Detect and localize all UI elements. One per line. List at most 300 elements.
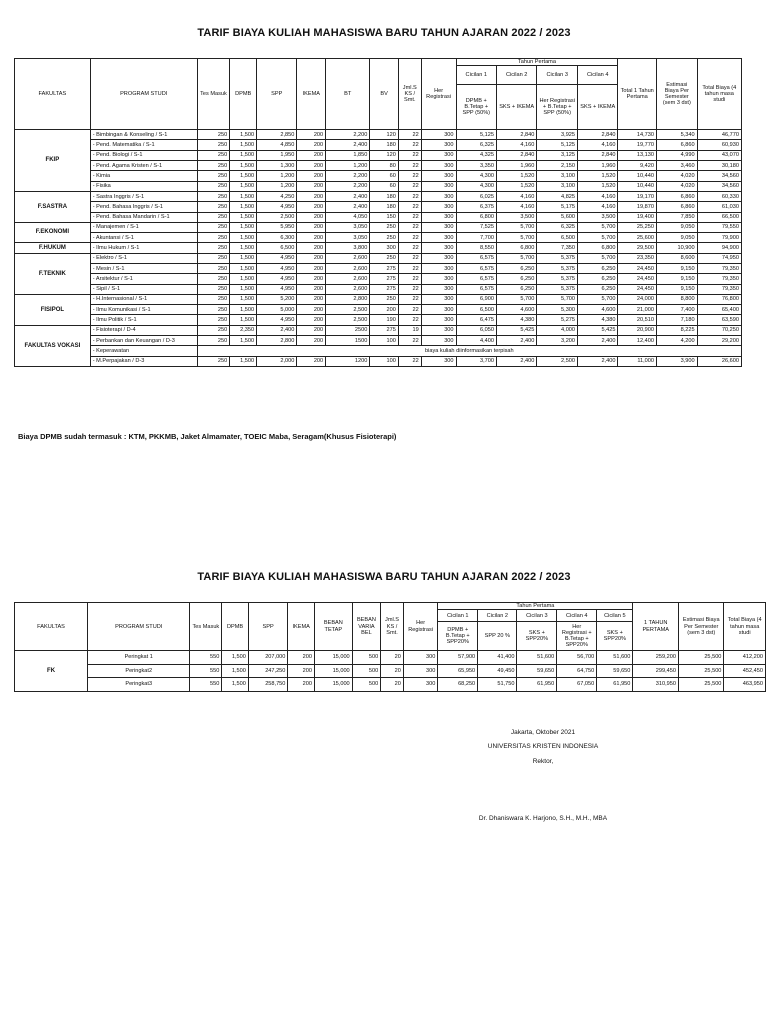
- table-row: [15, 305, 742, 315]
- col-estimasi: Estimasi Biaya Per Semester (sem 3 dst): [657, 59, 698, 130]
- value-cell: 4,160: [496, 191, 536, 201]
- table-row: [15, 161, 742, 171]
- value-cell: 247,250: [248, 664, 288, 678]
- value-cell: 200: [288, 651, 315, 665]
- value-cell: 4,950: [257, 253, 297, 263]
- value-cell: 22: [398, 191, 421, 201]
- value-cell: 1,500: [222, 678, 248, 692]
- value-cell: 4,020: [657, 181, 698, 191]
- value-cell: 200: [297, 315, 326, 325]
- value-cell: 79,550: [697, 222, 741, 232]
- fakultas-cell: FKIP: [15, 130, 91, 192]
- value-cell: 6,250: [578, 274, 618, 284]
- col-tes-masuk: Tes Masuk: [197, 59, 230, 130]
- col-jml-sks: Jml.S KS / Smt.: [398, 59, 421, 130]
- signature-institution: UNIVERSITAS KRISTEN INDONESIA: [487, 743, 599, 750]
- value-cell: 4,950: [257, 315, 297, 325]
- value-cell: 300: [421, 212, 456, 222]
- value-cell: 275: [370, 325, 399, 335]
- value-cell: 1,500: [230, 202, 257, 212]
- value-cell: 1,500: [230, 243, 257, 253]
- tariff-table-main-header: [15, 59, 742, 130]
- col-cicilan-1: Cicilan 1: [456, 66, 496, 85]
- value-cell: 7,180: [657, 315, 698, 325]
- table-row: [15, 212, 742, 222]
- value-cell: 180: [370, 140, 399, 150]
- value-cell: 250: [370, 294, 399, 304]
- program-studi-cell: - Ilmu Hukum / S-1: [90, 243, 197, 253]
- value-cell: 6,800: [578, 243, 618, 253]
- program-studi-cell: - Kimia: [90, 171, 197, 181]
- value-cell: 8,600: [657, 253, 698, 263]
- value-cell: 200: [297, 284, 326, 294]
- table-row: [15, 264, 742, 274]
- value-cell: 250: [197, 294, 230, 304]
- value-cell: 6,325: [456, 140, 496, 150]
- program-studi-cell: - Fisika: [90, 181, 197, 191]
- value-cell: 22: [398, 274, 421, 284]
- value-cell: 22: [398, 253, 421, 263]
- value-cell: 29,200: [697, 336, 741, 346]
- col-dpmb: DPMB: [222, 603, 248, 651]
- value-cell: 200: [297, 356, 326, 366]
- col-cicilan-4-desc: Her Registrasi + B.Tetap + SPP20%: [557, 622, 597, 651]
- value-cell: 2,840: [578, 130, 618, 140]
- table-row: [15, 336, 742, 346]
- value-cell: 5,000: [257, 305, 297, 315]
- program-studi-cell: - Pend. Agama Kristen / S-1: [90, 161, 197, 171]
- value-cell: 21,000: [618, 305, 657, 315]
- value-cell: 200: [297, 336, 326, 346]
- value-cell: 5,125: [537, 140, 578, 150]
- program-studi-cell: - Elektro / S-1: [90, 253, 197, 263]
- value-cell: 5,600: [537, 212, 578, 222]
- value-cell: 20: [381, 678, 404, 692]
- value-cell: 300: [421, 161, 456, 171]
- value-cell: 56,700: [557, 651, 597, 665]
- value-cell: 9,150: [657, 274, 698, 284]
- col-cicilan-4: Cicilan 4: [557, 610, 597, 622]
- value-cell: 4,950: [257, 274, 297, 284]
- value-cell: 200: [297, 130, 326, 140]
- value-cell: 250: [197, 336, 230, 346]
- table-row: [15, 346, 742, 356]
- value-cell: 6,575: [456, 264, 496, 274]
- value-cell: 6,575: [456, 284, 496, 294]
- table-row: [15, 222, 742, 232]
- value-cell: 6,860: [657, 191, 698, 201]
- value-cell: 300: [421, 150, 456, 160]
- value-cell: 5,700: [578, 294, 618, 304]
- col-beban-tetap: BEBAN TETAP: [315, 603, 353, 651]
- value-cell: 2,600: [326, 284, 370, 294]
- value-cell: 250: [370, 222, 399, 232]
- value-cell: 64,750: [557, 664, 597, 678]
- value-cell: 2,400: [257, 325, 297, 335]
- value-cell: 1,500: [230, 233, 257, 243]
- table-row: [15, 243, 742, 253]
- value-cell: 6,500: [257, 243, 297, 253]
- value-cell: 5,700: [496, 253, 536, 263]
- value-cell: 180: [370, 202, 399, 212]
- value-cell: 1,500: [230, 356, 257, 366]
- value-cell: 3,050: [326, 233, 370, 243]
- value-cell: 13,130: [618, 150, 657, 160]
- value-cell: 22: [398, 243, 421, 253]
- value-cell: 200: [297, 202, 326, 212]
- col-program-studi: PROGRAM STUDI: [88, 603, 190, 651]
- value-cell: 6,300: [257, 233, 297, 243]
- value-cell: 190: [370, 315, 399, 325]
- value-cell: 250: [197, 140, 230, 150]
- value-cell: 2,600: [326, 253, 370, 263]
- table-row: [15, 664, 766, 678]
- program-studi-cell: - Mesin / S-1: [90, 264, 197, 274]
- col-cicilan-1-desc: DPMB + B.Tetap + SPP20%: [438, 622, 478, 651]
- col-total-biaya: Total Biaya (4 tahun masa studi: [724, 603, 766, 651]
- value-cell: 3,925: [537, 130, 578, 140]
- value-cell: 65,400: [697, 305, 741, 315]
- col-total-1-tahun: Total 1 Tahun Pertama: [618, 59, 657, 130]
- value-cell: 20: [381, 664, 404, 678]
- value-cell: 200: [297, 253, 326, 263]
- value-cell: 59,650: [597, 664, 633, 678]
- value-cell: 6,500: [456, 305, 496, 315]
- col-1-tahun-pertama: 1 TAHUN PERTAMA: [633, 603, 679, 651]
- value-cell: 150: [370, 212, 399, 222]
- value-cell: 6,475: [456, 315, 496, 325]
- value-cell: 57,900: [438, 651, 478, 665]
- value-cell: 1,960: [578, 161, 618, 171]
- table-row: [15, 253, 742, 263]
- value-cell: 19,170: [618, 191, 657, 201]
- value-cell: 200: [297, 325, 326, 335]
- value-cell: 100: [370, 336, 399, 346]
- value-cell: 4,300: [456, 181, 496, 191]
- table-row: [15, 284, 742, 294]
- value-cell: 180: [370, 191, 399, 201]
- value-cell: 65,950: [438, 664, 478, 678]
- col-program-studi: PROGRAM STUDI: [90, 59, 197, 130]
- value-cell: 4,160: [578, 202, 618, 212]
- value-cell: 200: [297, 305, 326, 315]
- program-studi-cell: - Pend. Biologi / S-1: [90, 150, 197, 160]
- value-cell: 275: [370, 284, 399, 294]
- value-cell: 51,600: [517, 651, 557, 665]
- value-cell: 250: [197, 253, 230, 263]
- value-cell: 250: [197, 233, 230, 243]
- col-spp: SPP: [257, 59, 297, 130]
- value-cell: 1,500: [230, 284, 257, 294]
- value-cell: 11,000: [618, 356, 657, 366]
- value-cell: 61,950: [597, 678, 633, 692]
- value-cell: 200: [370, 305, 399, 315]
- value-cell: 3,350: [456, 161, 496, 171]
- value-cell: 4,050: [326, 212, 370, 222]
- value-cell: 6,375: [456, 202, 496, 212]
- value-cell: 5,700: [537, 294, 578, 304]
- value-cell: 15,000: [315, 678, 353, 692]
- program-studi-cell: - Perbankan dan Keuangan / D-3: [90, 336, 197, 346]
- value-cell: 6,575: [456, 274, 496, 284]
- tariff-table-fk: [14, 602, 766, 692]
- value-cell: 4,950: [257, 202, 297, 212]
- value-cell: 6,500: [537, 233, 578, 243]
- value-cell: 200: [297, 233, 326, 243]
- col-bv: BV: [370, 59, 399, 130]
- value-cell: 3,700: [456, 356, 496, 366]
- value-cell: 3,100: [537, 171, 578, 181]
- value-cell: 4,380: [578, 315, 618, 325]
- value-cell: 20,900: [618, 325, 657, 335]
- value-cell: 1,200: [257, 181, 297, 191]
- value-cell: 10,440: [618, 171, 657, 181]
- value-cell: 22: [398, 181, 421, 191]
- value-cell: 4,160: [578, 140, 618, 150]
- value-cell: 5,700: [578, 222, 618, 232]
- value-cell: 2,500: [326, 315, 370, 325]
- value-cell: 2,840: [496, 130, 536, 140]
- value-cell: 250: [197, 150, 230, 160]
- value-cell: 2,840: [496, 150, 536, 160]
- value-cell: 1,500: [230, 130, 257, 140]
- value-cell: 1,500: [230, 222, 257, 232]
- value-cell: 1,960: [496, 161, 536, 171]
- value-cell: 2,500: [537, 356, 578, 366]
- program-studi-cell: - Pend. Matematika / S-1: [90, 140, 197, 150]
- col-ikema: IKEMA: [288, 603, 315, 651]
- value-cell: 299,450: [633, 664, 679, 678]
- value-cell: 8,800: [657, 294, 698, 304]
- value-cell: 9,150: [657, 284, 698, 294]
- value-cell: 5,275: [537, 315, 578, 325]
- value-cell: 22: [398, 284, 421, 294]
- value-cell: 19,770: [618, 140, 657, 150]
- signature-name: Dr. Dhaniswara K. Harjono, S.H., M.H., MBA: [478, 815, 608, 822]
- value-cell: 4,300: [456, 171, 496, 181]
- value-cell: 6,900: [456, 294, 496, 304]
- value-cell: 30,180: [697, 161, 741, 171]
- program-studi-cell: - Akuntansi / S-1: [90, 233, 197, 243]
- value-cell: 2,150: [537, 161, 578, 171]
- value-cell: 9,150: [657, 264, 698, 274]
- program-studi-cell: Peringkat 1: [88, 651, 190, 665]
- value-cell: 22: [398, 315, 421, 325]
- value-cell: 22: [398, 150, 421, 160]
- value-cell: 300: [421, 325, 456, 335]
- value-cell: 6,250: [578, 264, 618, 274]
- value-cell: 7,525: [456, 222, 496, 232]
- value-cell: 34,560: [697, 171, 741, 181]
- value-cell: 200: [297, 274, 326, 284]
- value-cell: 43,070: [697, 150, 741, 160]
- value-cell: 250: [197, 202, 230, 212]
- table-row: [15, 356, 742, 366]
- value-cell: 15,000: [315, 651, 353, 665]
- value-cell: 2,800: [326, 294, 370, 304]
- value-cell: 61,950: [517, 678, 557, 692]
- value-cell: 5,375: [537, 253, 578, 263]
- col-dpmb: DPMB: [230, 59, 257, 130]
- value-cell: 66,500: [697, 212, 741, 222]
- col-ikema: IKEMA: [297, 59, 326, 130]
- value-cell: 2,500: [257, 212, 297, 222]
- value-cell: 22: [398, 202, 421, 212]
- value-cell: 2,800: [257, 336, 297, 346]
- value-cell: 7,350: [537, 243, 578, 253]
- value-cell: 22: [398, 222, 421, 232]
- col-cicilan-2: Cicilan 2: [478, 610, 517, 622]
- value-cell: 6,250: [578, 284, 618, 294]
- value-cell: 3,800: [326, 243, 370, 253]
- value-cell: 6,250: [496, 264, 536, 274]
- table-row: [15, 678, 766, 692]
- value-cell: 79,350: [697, 264, 741, 274]
- table-row: [15, 130, 742, 140]
- value-cell: 300: [421, 305, 456, 315]
- value-cell: 300: [421, 202, 456, 212]
- value-cell: 500: [352, 651, 381, 665]
- value-cell: 2,400: [326, 140, 370, 150]
- value-cell: 275: [370, 274, 399, 284]
- value-cell: 74,950: [697, 253, 741, 263]
- col-cicilan-3-desc: Her Registrasi + B.Tetap + SPP (50%): [537, 85, 578, 130]
- tariff-table-main-body: [15, 130, 742, 367]
- value-cell: 6,860: [657, 140, 698, 150]
- value-cell: 4,380: [496, 315, 536, 325]
- program-studi-cell: - Manajemen / S-1: [90, 222, 197, 232]
- value-cell: 5,425: [578, 325, 618, 335]
- value-cell: 3,125: [537, 150, 578, 160]
- col-fakultas: FAKULTAS: [15, 603, 88, 651]
- value-cell: 1,520: [578, 181, 618, 191]
- value-cell: 1,500: [230, 336, 257, 346]
- value-cell: 200: [297, 191, 326, 201]
- col-cicilan-1-desc: DPMB + B.Tetap + SPP (50%): [456, 85, 496, 130]
- value-cell: 250: [197, 171, 230, 181]
- value-cell: 300: [421, 336, 456, 346]
- tariff-title-fk: TARIF BIAYA KULIAH MAHASISWA BARU TAHUN AJARAN 2022 / 2023: [197, 571, 571, 583]
- value-cell: 300: [421, 264, 456, 274]
- value-cell: 275: [370, 264, 399, 274]
- value-cell: 200: [297, 171, 326, 181]
- value-cell: 6,800: [496, 243, 536, 253]
- table-row: [15, 651, 766, 665]
- value-cell: 4,825: [537, 191, 578, 201]
- signature-role: Rektor,: [532, 758, 554, 765]
- program-studi-cell: - Arsitektur / S-1: [90, 274, 197, 284]
- value-cell: 5,375: [537, 284, 578, 294]
- value-cell: 25,500: [679, 664, 724, 678]
- value-cell: 25,250: [618, 222, 657, 232]
- table-row: [15, 202, 742, 212]
- value-cell: 10,440: [618, 181, 657, 191]
- program-studi-cell: - Sipil / S-1: [90, 284, 197, 294]
- value-cell: 49,450: [478, 664, 517, 678]
- value-cell: 300: [421, 171, 456, 181]
- table-row: [15, 171, 742, 181]
- value-cell: 5,175: [537, 202, 578, 212]
- value-cell: 412,200: [724, 651, 766, 665]
- value-cell: 1,500: [230, 305, 257, 315]
- value-cell: 6,575: [456, 253, 496, 263]
- value-cell: 7,400: [657, 305, 698, 315]
- value-cell: 200: [297, 243, 326, 253]
- value-cell: 1,520: [578, 171, 618, 181]
- value-cell: 1,500: [230, 140, 257, 150]
- value-cell: 9,050: [657, 222, 698, 232]
- value-cell: 3,900: [657, 356, 698, 366]
- value-cell: 2,840: [578, 150, 618, 160]
- value-cell: 61,030: [697, 202, 741, 212]
- value-cell: 258,750: [248, 678, 288, 692]
- value-cell: 5,300: [537, 305, 578, 315]
- value-cell: 19,870: [618, 202, 657, 212]
- value-cell: 3,500: [578, 212, 618, 222]
- value-cell: 6,325: [537, 222, 578, 232]
- col-spp: SPP: [248, 603, 288, 651]
- value-cell: 5,375: [537, 264, 578, 274]
- value-cell: 6,025: [456, 191, 496, 201]
- value-cell: 2,400: [496, 336, 536, 346]
- value-cell: 200: [288, 678, 315, 692]
- value-cell: 2,400: [578, 356, 618, 366]
- fakultas-cell: F.SASTRA: [15, 191, 91, 222]
- value-cell: 300: [421, 315, 456, 325]
- keperawatan-note: biaya kuliah diinformasikan terpisah: [197, 346, 741, 356]
- value-cell: 1,500: [222, 651, 248, 665]
- value-cell: 5,200: [257, 294, 297, 304]
- value-cell: 2,400: [578, 336, 618, 346]
- value-cell: 100: [370, 356, 399, 366]
- program-studi-cell: - Fisioterapi / D-4: [90, 325, 197, 335]
- fakultas-cell: F.TEKNIK: [15, 253, 91, 294]
- value-cell: 22: [398, 336, 421, 346]
- value-cell: 300: [421, 243, 456, 253]
- value-cell: 1,500: [230, 150, 257, 160]
- value-cell: 2,600: [326, 274, 370, 284]
- value-cell: 250: [197, 315, 230, 325]
- value-cell: 2,200: [326, 130, 370, 140]
- value-cell: 2,350: [230, 325, 257, 335]
- value-cell: 250: [197, 325, 230, 335]
- value-cell: 24,450: [618, 264, 657, 274]
- value-cell: 200: [297, 140, 326, 150]
- value-cell: 5,700: [496, 222, 536, 232]
- col-jml-sks: Jml.S KS / Smt.: [381, 603, 404, 651]
- tariff-table-fk-body: [15, 651, 766, 692]
- value-cell: 1,500: [230, 253, 257, 263]
- value-cell: 250: [197, 284, 230, 294]
- fakultas-cell: FISIPOL: [15, 294, 91, 325]
- program-studi-cell: - Pend. Bahasa Mandarin / S-1: [90, 212, 197, 222]
- value-cell: 7,850: [657, 212, 698, 222]
- col-cicilan-2-desc: SKS + IKEMA: [496, 85, 536, 130]
- value-cell: 4,250: [257, 191, 297, 201]
- program-studi-cell: - Ilmu Politik / S-1: [90, 315, 197, 325]
- value-cell: 200: [297, 150, 326, 160]
- col-cicilan-5: Cicilan 5: [597, 610, 633, 622]
- value-cell: 5,700: [496, 294, 536, 304]
- col-her-registrasi: Her Registrasi: [403, 603, 438, 651]
- fakultas-cell: FAKULTAS VOKASI: [15, 325, 91, 366]
- value-cell: 200: [297, 294, 326, 304]
- value-cell: 200: [297, 181, 326, 191]
- value-cell: 25,600: [618, 233, 657, 243]
- tariff-title-main: TARIF BIAYA KULIAH MAHASISWA BARU TAHUN AJARAN 2022 / 2023: [197, 27, 571, 39]
- value-cell: 22: [398, 171, 421, 181]
- value-cell: 22: [398, 140, 421, 150]
